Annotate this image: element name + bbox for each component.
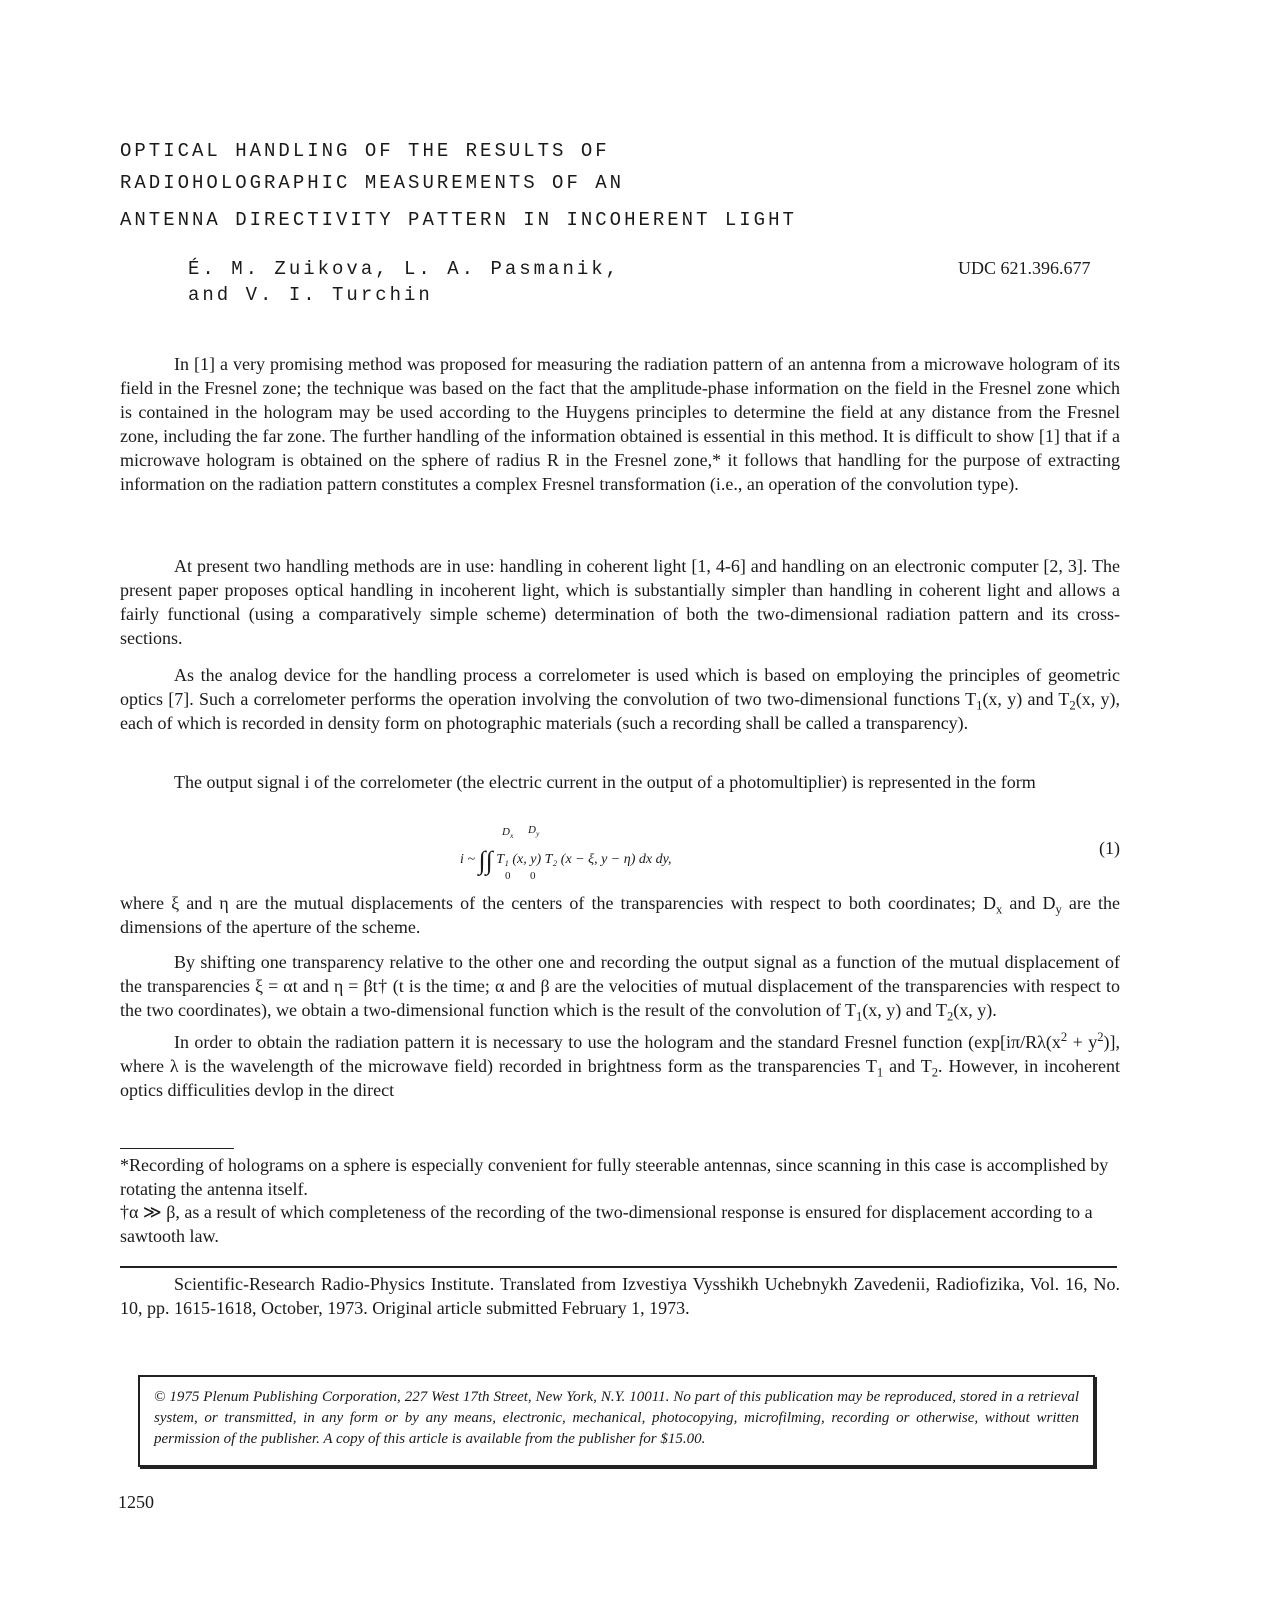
paragraph-7: In order to obtain the radiation pattern it is necessary to use the hologram and the standard Fresnel function ($\exp[i\pi/R\lambda(x^2 + y^2)]$, where λ is the wavelength of the microwave field) recorded in brightness form as the transparencies $T_1$ and $T_2$. However, in incoherent optics difficulities devlop in the direct <box>120 1030 1120 1100</box>
p3-text-b: (x, y) and T <box>982 689 1070 709</box>
integral-sign-2: ∫ <box>485 846 493 875</box>
authors-line-2: and V. I. Turchin <box>188 284 433 306</box>
udc-code: UDC 621.396.677 <box>958 258 1091 278</box>
lower-limit-1: 0 <box>505 870 511 882</box>
footnote-2: †α ≫ β, as a result of which completeness of the recording of the two-dimensional response is ensured for displacement according to a sawtooth law. <box>120 1202 1093 1246</box>
equation-body <box>460 846 672 876</box>
copyright-box <box>138 1375 1095 1467</box>
paragraph-5: where ξ and η are the mutual displacements of the centers of the transparencies with respect to both coordinates; $D_x$ and $D_y$ are the dimensions of the aperture of the scheme. <box>120 893 1120 937</box>
title-line-2: RADIOHOLOGRAPHIC MEASUREMENTS OF AN <box>120 172 625 194</box>
title-line-3: ANTENNA DIRECTIVITY PATTERN IN INCOHERENT LIGHT <box>120 209 797 231</box>
integral-sign-1: ∫ <box>478 846 486 875</box>
upper-limit-2: $D_y$ <box>528 824 540 839</box>
lower-limit-2: 0 <box>530 870 536 882</box>
footnote-rule <box>120 1148 234 1149</box>
p3-text-c: (x, y), each of which is recorded in density form on photographic materials (such a recording shall be called a transparency). <box>120 689 1120 733</box>
equation-number: (1) <box>1099 838 1120 858</box>
sub-2: 2 <box>1069 698 1076 713</box>
paragraph-3 <box>120 663 1120 735</box>
paragraph-1: In [1] a very promising method was proposed for measuring the radiation pattern of an antenna from a microwave hologram of its field in the Fresnel zone; the technique was based on the fact that the amplitude-phase information on the field in the Fresnel zone which is contained in the hologram may be used according to the Huygens principles to determine the field at any distance from the Fresnel zone, including the far zone. The further handling of the information obtained is essential in this method. It is difficult to show [1] that if a microwave hologram is obtained on the sphere of radius R in the Fresnel zone,* it follows that handling for the purpose of extracting information on the radiation pattern constitutes a complex Fresnel transformation (i.e., an operation of the convolution type). <box>120 354 1120 494</box>
authors <box>188 256 620 308</box>
page-number: 1250 <box>118 1492 154 1512</box>
authors-line-1: É. M. Zuikova, L. A. Pasmanik, <box>188 258 621 280</box>
equation-1 <box>460 826 1120 882</box>
upper-limit-1: $D_x$ <box>502 826 514 841</box>
equation-lhs: i ~ <box>460 852 475 867</box>
paragraph-6: By shifting one transparency relative to the other one and recording the output signal as a function of the mutual displacement of the transparencies ξ = αt and η = βt† (t is the time; α and β are the velocities of mutual displacement of the transparencies with respect to the two coordinates), we obtain a two-dimensional function which is the result of the convolution of $T_1(x$, y) and $T_2(x$, y). <box>120 952 1120 1024</box>
sub-1: 1 <box>976 698 983 713</box>
p3-text-a: As the analog device for the handling process a correlometer is used which is based on employing the principles of geometric optics [7]. Such a correlometer performs the operation involving the convolution of two two-dimensional functions T <box>120 665 1120 709</box>
footnote-1: *Recording of holograms on a sphere is especially convenient for fully steerable antennas, since scanning in this case is accomplished by rotating the antenna itself. <box>120 1155 1109 1199</box>
paragraph-2: At present two handling methods are in use: handling in coherent light [1, 4-6] and handling on an electronic computer [2, 3]. The present paper proposes optical handling in incoherent light, which is substantially simpler than handling in coherent light and allows a fairly functional (using a comparatively simple scheme) determination of both the two-dimensional radiation pattern and its cross-sections. <box>120 556 1120 648</box>
copyright-text: © 1975 Plenum Publishing Corporation, 227 West 17th Street, New York, N.Y. 10011. No part of this publication may be reproduced, stored in a retrieval system, or transmitted, in any form or by any means, electronic, mechanical, photocopying, microfilming, recording or otherwise, without written permission of the publisher. A copy of this article is available from the publisher for $15.00. <box>154 1389 1079 1447</box>
source-rule <box>120 1266 1117 1268</box>
source-note: Scientific-Research Radio-Physics Institute. Translated from Izvestiya Vysshikh Uchebnykh Zavedenii, Radiofizika, Vol. 16, No. 10, pp. 1615-1618, October, 1973. Original article submitted February 1, 1973. <box>120 1274 1120 1318</box>
title-line-1: OPTICAL HANDLING OF THE RESULTS OF <box>120 140 610 162</box>
equation-integrand: T₁ (x, y) T₂ (x − ξ, y − η) dx dy, <box>496 852 672 867</box>
paragraph-4: The output signal i of the correlometer (the electric current in the output of a photomultiplier) is represented in the form <box>174 772 1036 792</box>
